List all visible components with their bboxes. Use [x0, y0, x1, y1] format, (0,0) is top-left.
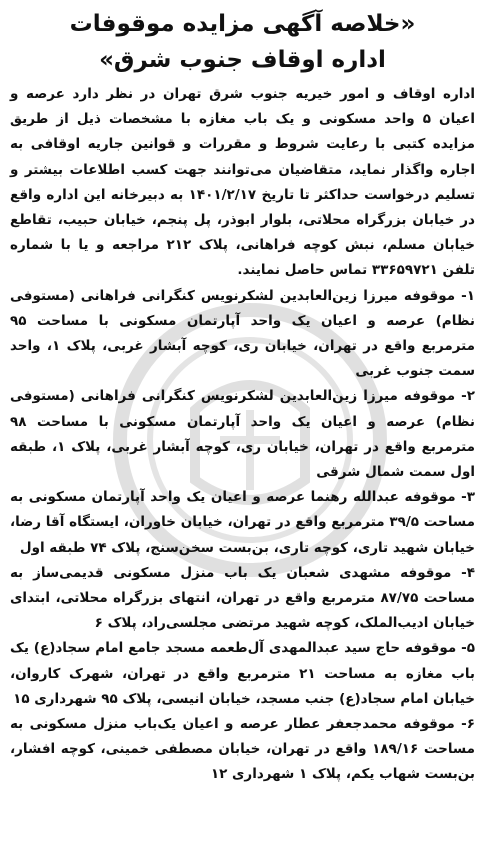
list-item: ۱- موقوفه میرزا زین‌العابدین لشکرنویس کنگرانی فراهانی (مستوفی نظام) عرصه و اعیان یک واحد آپارتمان مسکونی با مساحت ۹۵ مترمربع واقع در تهران، خیابان ری، کوچه آبشار غربی، پلاک ۱، واحد سمت جنوب غربی — [10, 287, 476, 380]
list-item: ۳- موقوفه عبدالله رهنما عرصه و اعیان یک واحد آپارتمان مسکونی به مساحت ۳۹/۵ مترمربع واقع در تهران، خیابان خاوران، ایستگاه آقا رضا، خیابان شهید تاری، کوچه تاری، بن‌بست سخن‌سنج، پلاک ۷۴ طبقه اول — [10, 489, 475, 556]
list-item: ۶- موقوفه محمدجعفر عطار عرصه و اعیان یک‌باب منزل مسکونی به مساحت ۱۸۹/۱۶ واقع در تهران، خیابان مصطفی خمینی، کوچه افشار، بن‌بست شهاب یکم، پلاک ۱ شهرداری ۱۲ — [10, 716, 475, 783]
list-item: ۴- موقوفه مشهدی شعبان یک باب منزل مسکونی قدیمی‌ساز به مساحت ۸۷/۷۵ مترمربع واقع در تهران، انتهای بزرگراه محلاتی، ابتدای خیابان ادیب‌الملک، کوچه شهید مرتضی مجلسی‌راد، پلاک ۶ — [10, 564, 475, 632]
title-line-2: اداره اوقاف جنوب شرق» — [99, 47, 386, 73]
intro-paragraph: اداره اوقاف و امور خیریه جنوب شرق تهران در نظر دارد عرصه و اعیان ۵ واحد مسکونی و یک باب مغازه با مشخصات ذیل از طریق مزایده کتبی با رعایت شروط و مقررات و قوانین جاریه اوقافی به اجاره واگذار نماید، متقاضیان می‌توانند جهت کسب اطلاعات بیشتر و تسلیم درخواست حداکثر تا تاریخ ۱۴۰۱/۲/۱۷ به دبیرخانه این اداره واقع در خیابان بزرگراه محلاتی، بلوار ابوذر، پل پنجم، خیابان حبیب، تقاطع خیابان مسلم، نبش کوچه فراهانی، پلاک ۲۱۲ مراجعه و یا با شماره تلفن ۳۳۶۵۹۷۲۱ تماس حاصل نمایند. — [10, 86, 476, 279]
announcement-body — [10, 82, 475, 788]
list-item: ۲- موقوفه میرزا زین‌العابدین لشکرنویس کنگرانی فراهانی (مستوفی نظام) عرصه و اعیان یک واحد آپارتمان مسکونی با مساحت ۹۸ مترمربع واقع در تهران، خیابان ری، کوچه آبشار غربی، پلاک ۱، طبقه اول سمت شمال شرقی — [10, 388, 475, 481]
title-line-1: «خلاصه آگهی مزایده موقوفات — [69, 11, 416, 37]
list-item: ۵- موقوفه حاج سید عبدالمهدی آل‌طعمه مسجد جامع امام سجاد(ع) یک باب مغازه به مساحت ۲۱ مترمربع واقع در تهران، شهرک کاروان، خیابان امام سجاد(ع) جنب مسجد، خیابان انیسی، پلاک ۹۵ شهرداری ۱۵ — [10, 640, 475, 707]
title-block — [10, 6, 475, 78]
